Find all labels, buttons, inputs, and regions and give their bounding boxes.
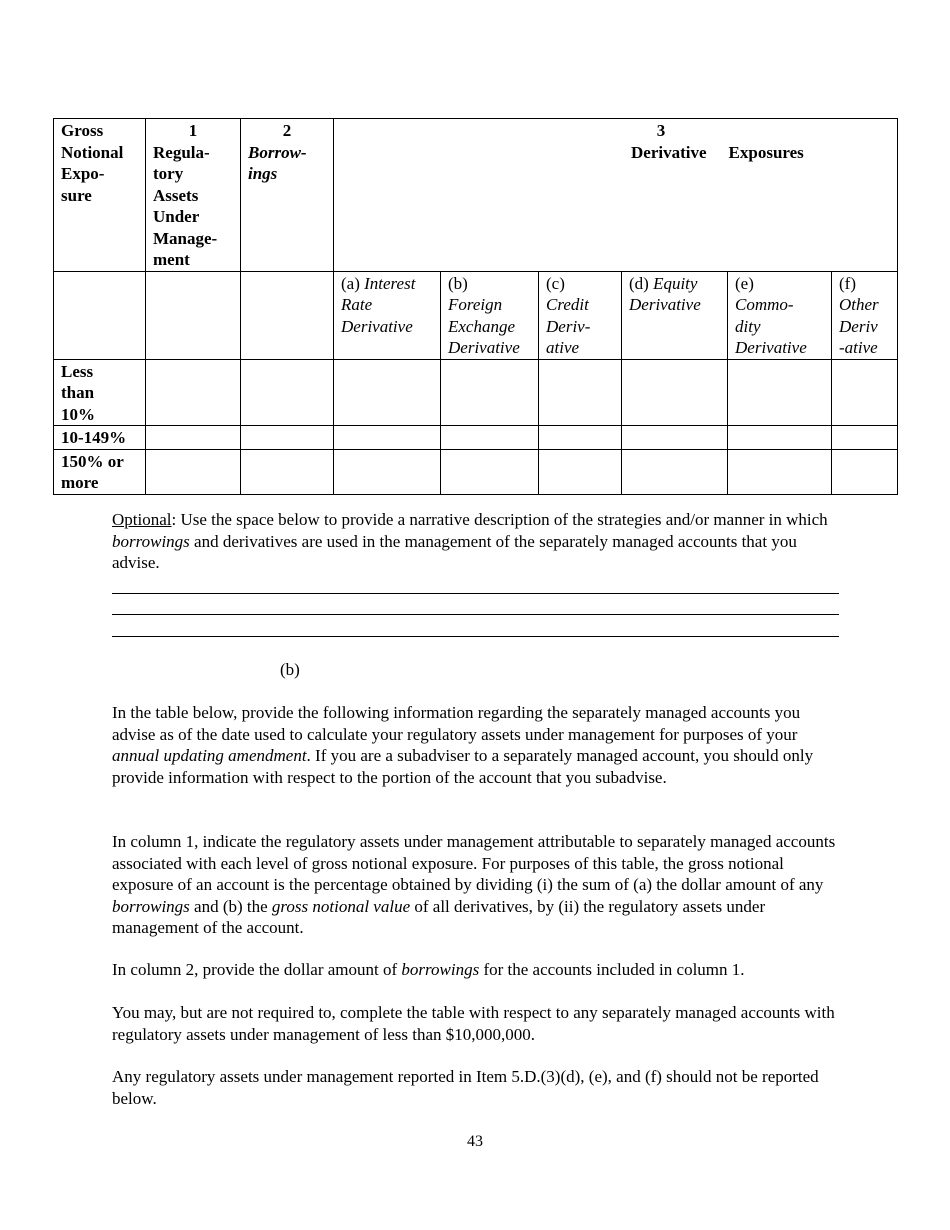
data-cell[interactable] xyxy=(728,426,832,450)
data-cell[interactable] xyxy=(622,426,728,450)
para-text: In column 2, provide the dollar amount of xyxy=(112,960,402,979)
data-cell[interactable] xyxy=(539,449,622,494)
row-label-line: 150% or xyxy=(61,451,124,471)
col1-header xyxy=(146,119,241,272)
para-text: of all derivatives, by (ii) the regulatory assets under management of the account. xyxy=(112,896,766,937)
para-term: borrowings xyxy=(401,960,480,979)
data-cell[interactable] xyxy=(241,359,334,426)
table-row xyxy=(54,449,898,494)
sub-line: Derivative xyxy=(629,295,701,314)
narrative-answer-line[interactable] xyxy=(112,636,839,637)
sub-line: Deriv xyxy=(839,316,878,336)
foreign-exchange-derivative-header xyxy=(441,271,539,359)
row-label-line: more xyxy=(61,473,99,492)
sub-line: Derivative xyxy=(735,338,807,357)
sub-line: dity xyxy=(735,316,761,336)
instructions-paragraph-5 xyxy=(112,1066,839,1109)
para-text: . If you are a subadviser to a separately managed account, you should only provide information with respect to the portion of the account that you subadvise. xyxy=(112,746,814,787)
header-line: Gross xyxy=(61,121,104,140)
data-cell[interactable] xyxy=(334,426,441,450)
instructions-paragraph-2 xyxy=(112,831,839,939)
header-line: Expo- xyxy=(61,164,105,183)
sub-line: Derivative xyxy=(341,316,413,336)
row-label xyxy=(54,449,146,494)
empty-cell xyxy=(241,271,334,359)
sub-line: Exchange xyxy=(448,316,516,336)
empty-cell xyxy=(146,271,241,359)
header-line: Under xyxy=(153,207,200,226)
row-label-line: Less xyxy=(61,361,94,381)
credit-derivative-header xyxy=(539,271,622,359)
data-cell[interactable] xyxy=(241,449,334,494)
sub-prefix: (a) xyxy=(341,273,365,293)
derivative-exposure-table xyxy=(53,118,898,495)
sub-prefix: (c) xyxy=(546,273,565,293)
sub-line: Commo- xyxy=(735,295,794,314)
sub-line: Deriv- xyxy=(546,316,591,336)
data-cell[interactable] xyxy=(728,359,832,426)
data-cell[interactable] xyxy=(832,426,898,450)
sub-line: ative xyxy=(546,338,580,357)
sub-line: Foreign xyxy=(448,295,503,314)
sub-prefix: (e) xyxy=(735,273,754,293)
empty-cell xyxy=(54,271,146,359)
interest-rate-derivative-header xyxy=(334,271,441,359)
instructions-paragraph-4 xyxy=(112,1002,839,1045)
data-cell[interactable] xyxy=(441,359,539,426)
col1-number: 1 xyxy=(188,121,198,140)
other-derivative-header xyxy=(832,271,898,359)
col3-number: 3 xyxy=(656,121,666,140)
col2-header xyxy=(241,119,334,272)
header-line: Assets xyxy=(153,185,199,205)
col2-number: 2 xyxy=(282,121,292,140)
sub-line: Other xyxy=(839,295,879,314)
subheader-row xyxy=(54,271,898,359)
data-cell[interactable] xyxy=(441,449,539,494)
header-line: ings xyxy=(248,164,278,183)
optional-text: : Use the space below to provide a narrative description of the strategies and/or manner in which xyxy=(171,510,828,529)
data-cell[interactable] xyxy=(539,426,622,450)
header-row xyxy=(54,119,898,272)
data-cell[interactable] xyxy=(334,359,441,426)
header-line: ment xyxy=(153,250,190,269)
header-line: Manage- xyxy=(153,228,218,248)
data-cell[interactable] xyxy=(539,359,622,426)
row-label xyxy=(54,359,146,426)
header-line: tory xyxy=(153,164,184,183)
table-row xyxy=(54,359,898,426)
data-cell[interactable] xyxy=(334,449,441,494)
data-cell[interactable] xyxy=(146,449,241,494)
data-cell[interactable] xyxy=(832,359,898,426)
sub-line: Rate xyxy=(341,295,373,314)
row-label-line: than xyxy=(61,383,95,402)
row-label-line: 10% xyxy=(61,404,95,424)
para-text: In the table below, provide the following information regarding the separately managed accounts you advise as of the date used to calculate your regulatory assets under management for purposes of your xyxy=(112,703,801,744)
instructions-paragraph-1 xyxy=(112,702,839,788)
optional-narrative-instructions xyxy=(112,509,839,574)
data-cell[interactable] xyxy=(146,426,241,450)
para-text: In column 1, indicate the regulatory assets under management attributable to separately managed accounts associated with each level of gross notional exposure. For purposes of this table, the gross notional exposure of an account is the percentage obtained by dividing (i) the sum of (a) the dollar amount of any xyxy=(112,832,836,894)
sub-line: Equity xyxy=(653,273,698,293)
para-text: You may, but are not required to, complete the table with respect to any separately managed accounts with regulatory assets under management of less than $10,000,000. xyxy=(112,1003,835,1044)
row-label-line: 10-149% xyxy=(61,428,127,447)
para-term: gross notional value xyxy=(271,896,411,916)
section-label: (b) xyxy=(280,660,300,679)
header-line: Borrow- xyxy=(248,142,307,162)
col3-title xyxy=(631,142,890,164)
optional-term: borrowings xyxy=(112,531,190,551)
data-cell[interactable] xyxy=(728,449,832,494)
narrative-answer-line[interactable] xyxy=(112,593,839,594)
header-line: Notional xyxy=(61,142,124,162)
para-term: annual updating amendment xyxy=(112,746,307,765)
row-label xyxy=(54,426,146,450)
commodity-derivative-header xyxy=(728,271,832,359)
sub-line: Credit xyxy=(546,295,589,314)
data-cell[interactable] xyxy=(622,449,728,494)
data-cell[interactable] xyxy=(441,426,539,450)
page-number: 43 xyxy=(467,1133,483,1150)
optional-text: and derivatives are used in the management of the separately managed accounts that you advise. xyxy=(112,531,797,572)
table-row xyxy=(54,426,898,450)
header-line: sure xyxy=(61,185,92,205)
data-cell[interactable] xyxy=(241,426,334,450)
sub-line: -ative xyxy=(839,338,878,357)
data-cell[interactable] xyxy=(622,359,728,426)
gross-notional-header xyxy=(54,119,146,272)
sub-prefix: (b) xyxy=(448,273,468,293)
col3-title-word: Exposures xyxy=(728,142,804,162)
instructions-paragraph-3 xyxy=(112,959,839,981)
narrative-answer-line[interactable] xyxy=(112,614,839,615)
data-cell[interactable] xyxy=(832,449,898,494)
sub-prefix: (d) xyxy=(629,273,654,293)
col3-title-word: Derivative xyxy=(631,142,707,162)
para-text: and (b) the xyxy=(189,896,272,916)
sub-line: Derivative xyxy=(448,338,520,357)
para-text: Any regulatory assets under management reported in Item 5.D.(3)(d), (e), and (f) should not be reported below. xyxy=(112,1067,819,1108)
sub-line: Interest xyxy=(364,273,416,293)
para-text: for the accounts included in column 1. xyxy=(479,960,745,979)
header-line: Regula- xyxy=(153,142,210,162)
para-term: borrowings xyxy=(112,896,190,916)
col3-header xyxy=(334,119,898,272)
optional-label: Optional xyxy=(112,510,172,529)
equity-derivative-header xyxy=(622,271,728,359)
data-cell[interactable] xyxy=(146,359,241,426)
sub-prefix: (f) xyxy=(839,273,856,293)
